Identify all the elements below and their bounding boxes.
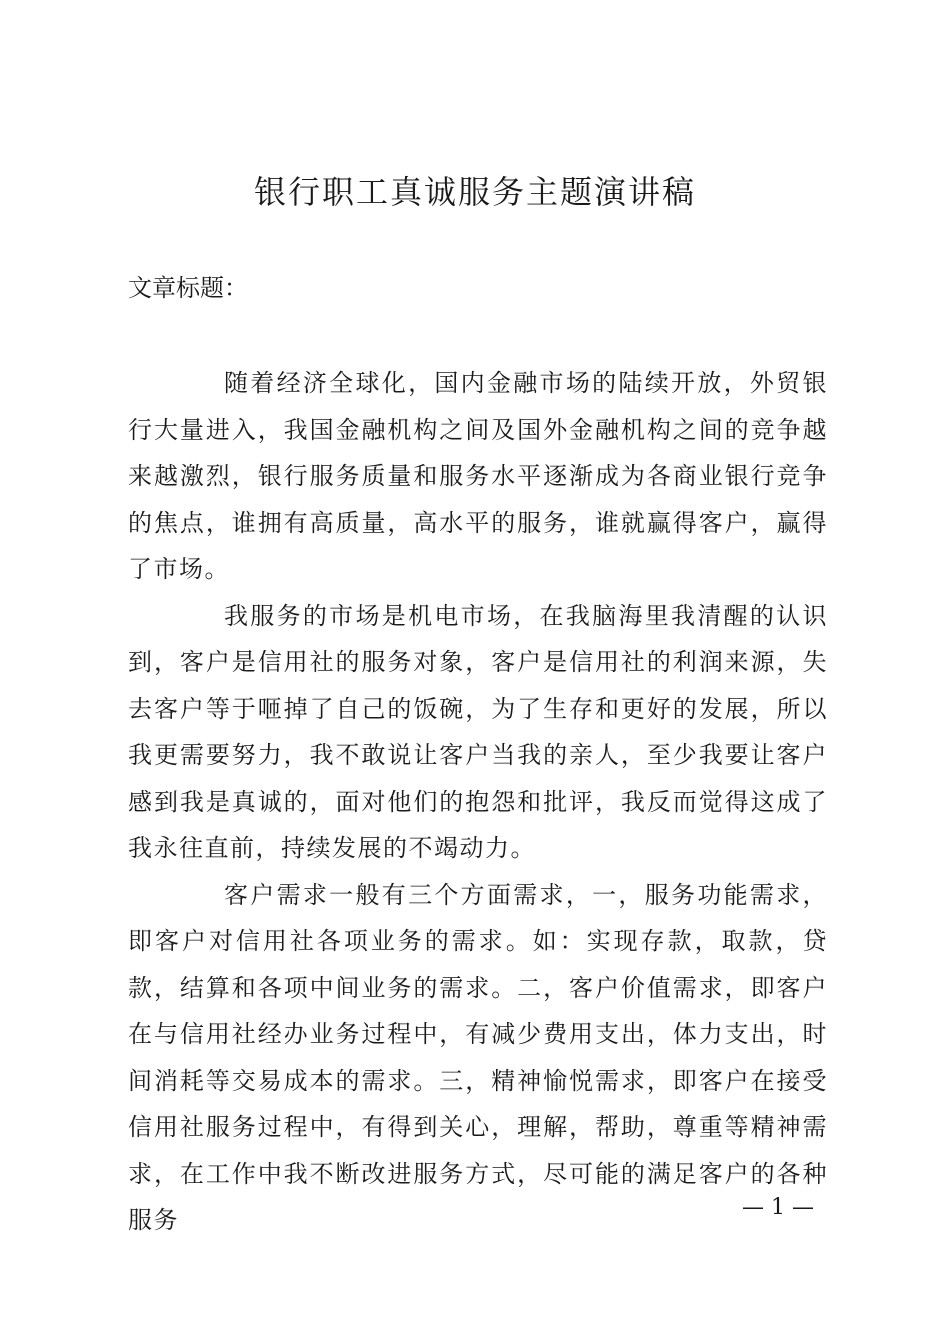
- paragraph: 随着经济全球化，国内金融市场的陆续开放，外贸银行大量进入，我国金融机构之间及国外金融机构之间的竞争越来越激烈，银行服务质量和服务水平逐渐成为各商业银行竞争的焦点，谁拥有高质量，高水平的服务，谁就赢得客户，赢得了市场。: [128, 369, 828, 583]
- document-title: 银行职工真诚服务主题演讲稿: [253, 173, 696, 211]
- document-body: [128, 360, 828, 1244]
- paragraph: 我服务的市场是机电市场，在我脑海里我清醒的认识到，客户是信用社的服务对象，客户是信用社的利润来源，失去客户等于咂掉了自己的饭碗，为了生存和更好的发展，所以我更需要努力，我不敢说让客户当我的亲人，至少我要让客户感到我是真诚的，面对他们的抱怨和批评，我反而觉得这成了我永往直前，持续发展的不竭动力。: [128, 601, 828, 862]
- paragraph: 客户需求一般有三个方面需求，一，服务功能需求，即客户对信用社各项业务的需求。如：实现存款，取款，贷款，结算和各项中间业务的需求。二，客户价值需求，即客户在与信用社经办业务过程中，有减少费用支出，体力支出，时间消耗等交易成本的需求。三，精神愉悦需求，即客户在接受信用社服务过程中，有得到关心，理解，帮助，尊重等精神需求，在工作中我不断改进服务方式，尽可能的满足客户的各种服务: [128, 880, 828, 1234]
- page-number: — 1 —: [742, 1195, 814, 1220]
- article-title-label: 文章标题：: [128, 274, 248, 302]
